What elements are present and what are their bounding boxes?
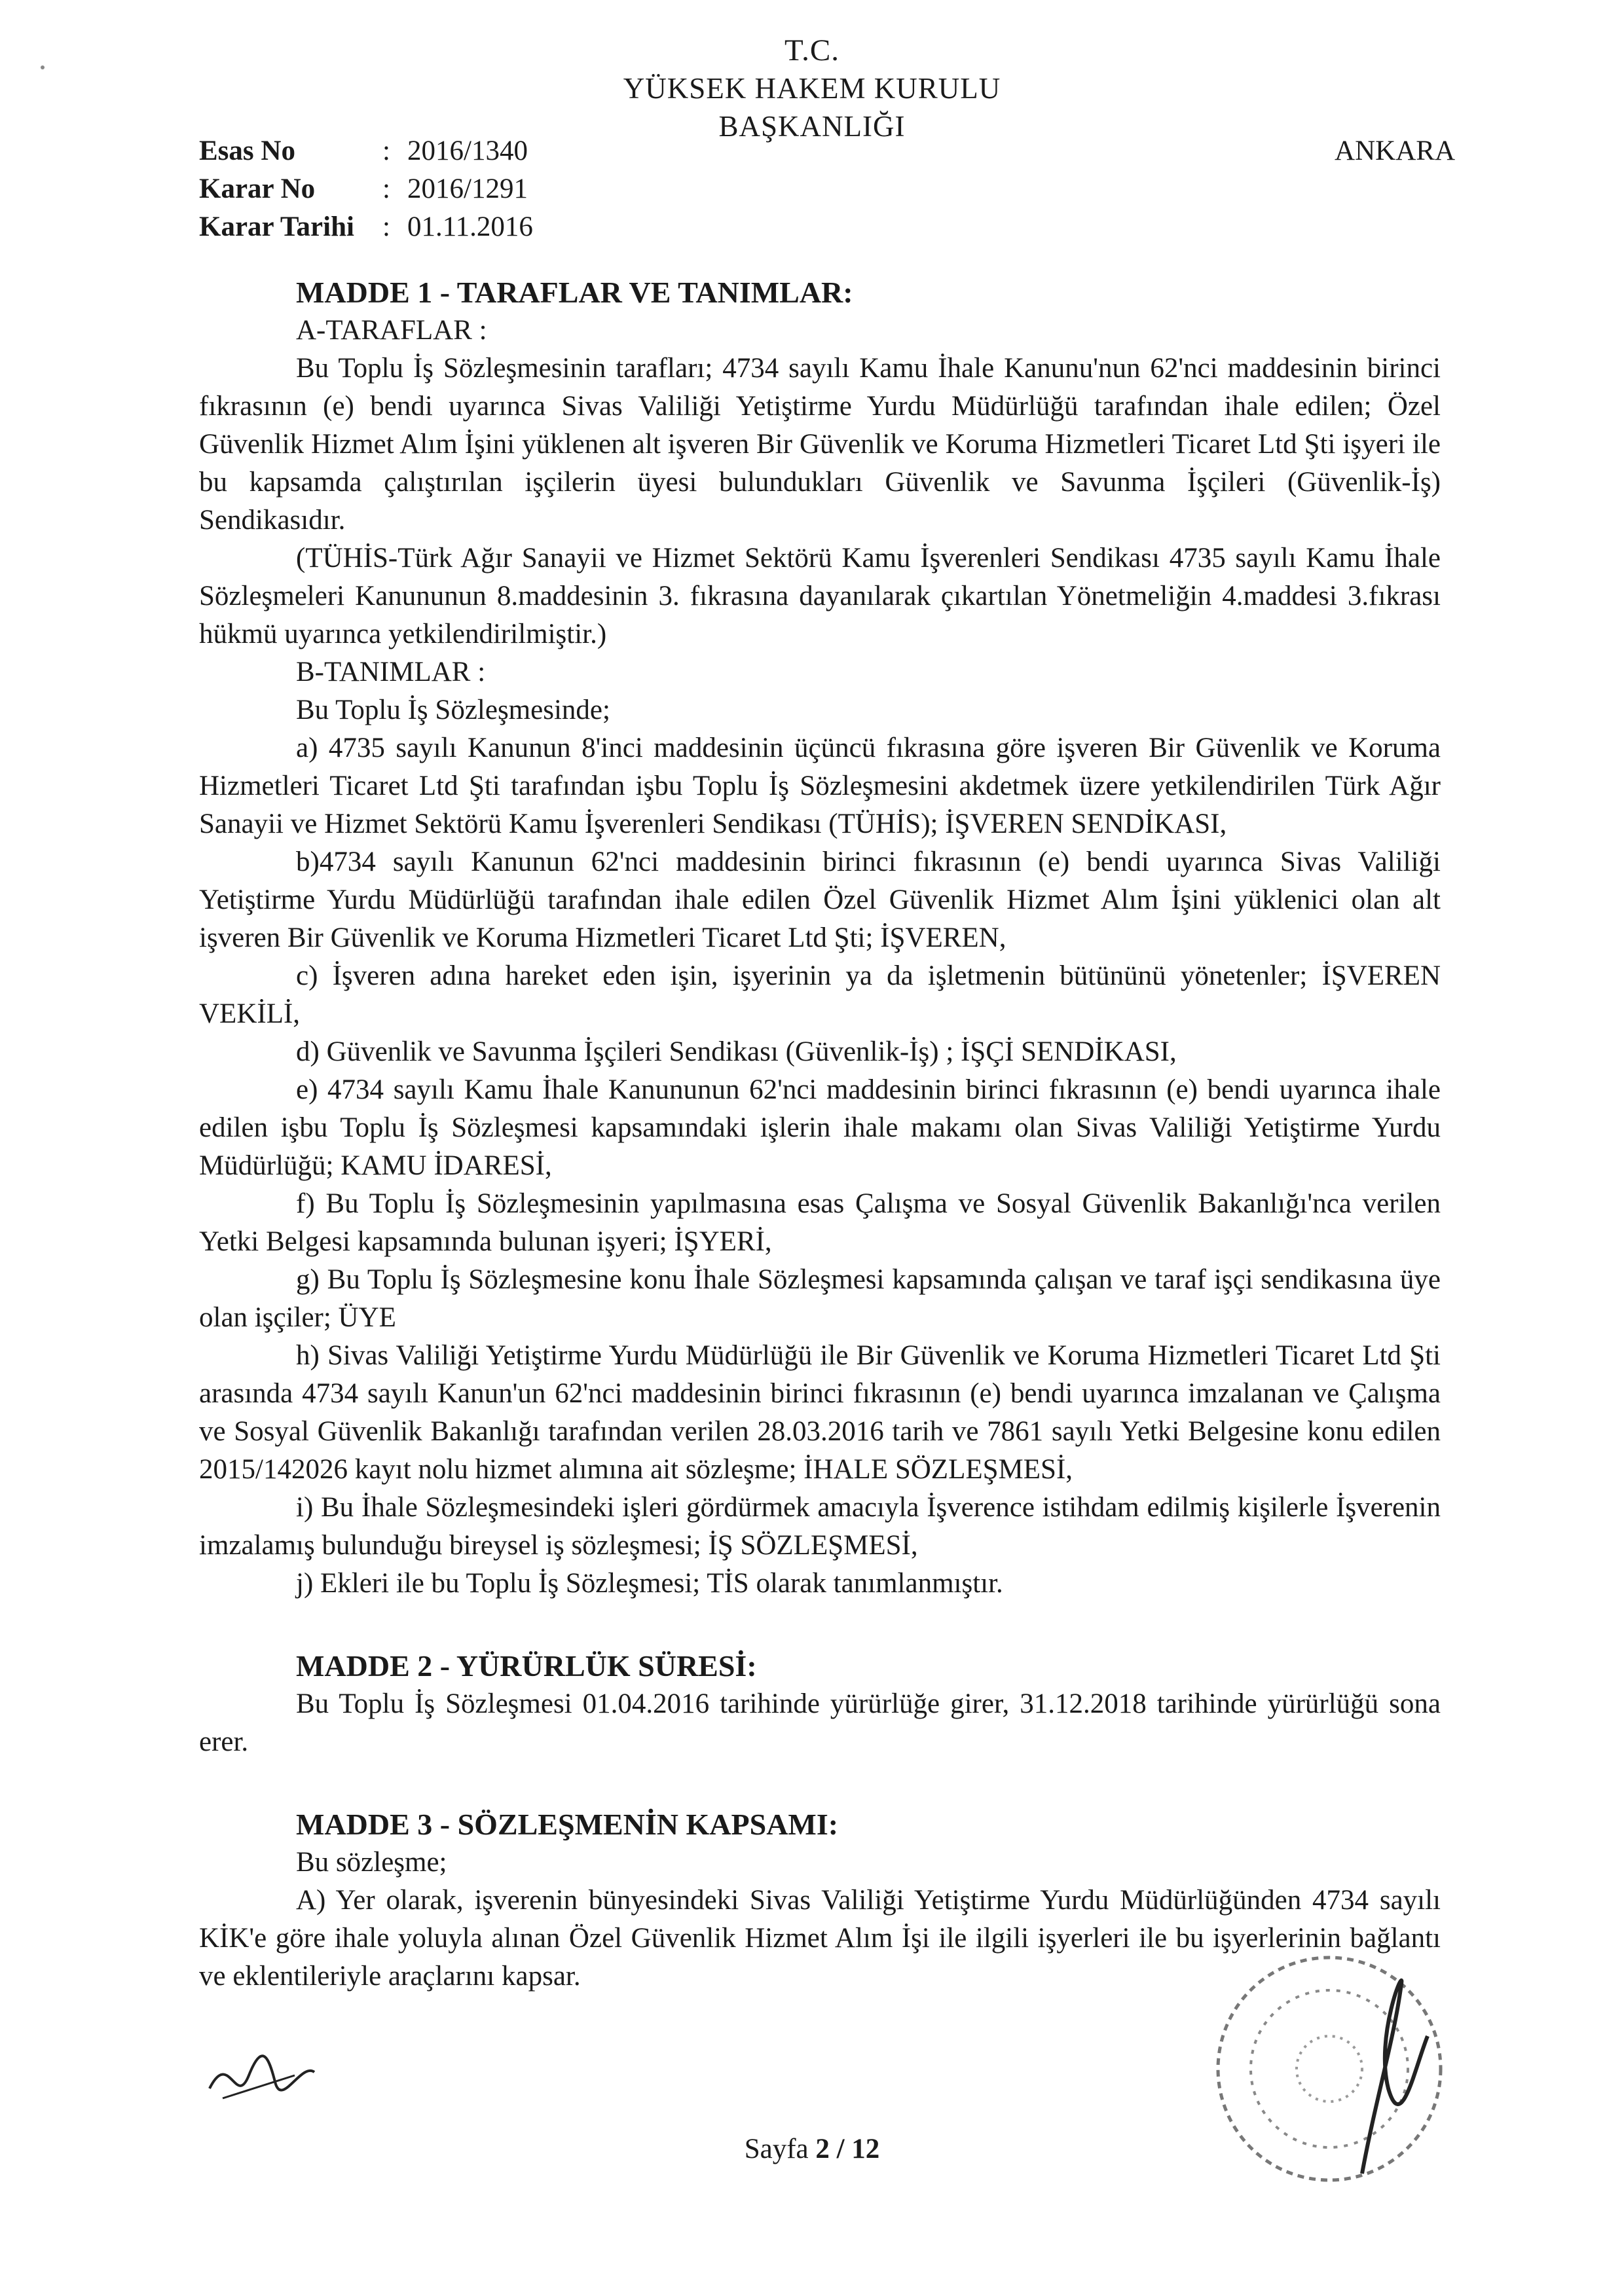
header-line-2: YÜKSEK HAKEM KURULU	[623, 72, 1001, 105]
definition-item: b)4734 sayılı Kanunun 62'nci maddesinin birinci fıkrasının (e) bendi uyarınca Sivas Valiliği Yetiştirme Yurdu Müdürlüğü tarafından ihale edilen Özel Güvenlik Hizmet Alım İşini yüklenici olan alt işveren Bir Güvenlik ve Koruma Hizmetleri Ticaret Ltd Şti; İŞVEREN,	[199, 847, 1441, 953]
definition-item: a) 4735 sayılı Kanunun 8'inci maddesinin üçüncü fıkrasına göre işveren Bir Güvenlik ve Koruma Hizmetleri Ticaret Ltd Şti tarafından işbu Toplu İş Sözleşmesini akdetmek üzere yetkilendirilen Türk Ağır Sanayii ve Hizmet Sektörü Kamu İşverenleri Sendikası (TÜHİS); İŞVEREN SENDİKASI,	[199, 733, 1441, 839]
meta-row-esas	[199, 132, 533, 170]
definition-item: d) Güvenlik ve Savunma İşçileri Sendikası (Güvenlik-İş) ; İŞÇİ SENDİKASI,	[296, 1036, 1177, 1067]
definition-item: e) 4734 sayılı Kamu İhale Kanununun 62'nci maddesinin birinci fıkrasının (e) bendi uyarınca ihale edilen işbu Toplu İş Sözleşmesi kapsamındaki işlerin ihale makamı olan Sivas Valiliği Yetiştirme Yurdu Müdürlüğü; KAMU İDARESİ,	[199, 1074, 1441, 1181]
spacer	[199, 1603, 1441, 1642]
header-line-3: BAŞKANLIĞI	[718, 110, 906, 143]
header-line-1: T.C.	[784, 33, 840, 67]
madde-3-title: MADDE 3 - SÖZLEŞMENİN KAPSAMI:	[296, 1808, 839, 1841]
meta-colon: :	[382, 211, 390, 242]
footer-prefix: Sayfa	[744, 2134, 816, 2164]
page-footer	[0, 2133, 1624, 2165]
meta-value: 01.11.2016	[407, 211, 533, 242]
meta-row-tarih	[199, 208, 533, 246]
meta-row-karar	[199, 170, 533, 208]
meta-value: 2016/1340	[407, 136, 528, 166]
paragraph: (TÜHİS-Türk Ağır Sanayii ve Hizmet Sektörü Kamu İşverenleri Sendikası 4735 sayılı Kamu İhale Sözleşmeleri Kanununun 8.maddesinin 3. fıkrasına dayanılarak çıkartılan Yönetmeliğin 4.maddesi 3.fıkrası hükmü uyarınca yetkilendirilmiştir.)	[199, 543, 1441, 649]
madde-1-title: MADDE 1 - TARAFLAR VE TANIMLAR:	[296, 276, 853, 309]
document-header	[0, 31, 1624, 145]
definition-item: h) Sivas Valiliği Yetiştirme Yurdu Müdürlüğü ile Bir Güvenlik ve Koruma Hizmetleri Ticaret Ltd Şti arasında 4734 sayılı Kanun'un 62'nci maddesinin birinci fıkrasının (e) bendi uyarınca imzalanan ve Çalışma ve Sosyal Güvenlik Bakanlığı tarafından verilen 28.03.2016 tarih ve 7861 sayılı Yetki Belgesine konu edilen 2015/142026 kayıt nolu hizmet alımına ait sözleşme; İHALE SÖZLEŞMESİ,	[199, 1340, 1441, 1485]
city-label: ANKARA	[1335, 136, 1455, 166]
definition-item: c) İşveren adına hareket eden işin, işyerinin ya da işletmenin bütününü yönetenler; İŞVEREN VEKİLİ,	[199, 960, 1441, 1029]
definition-item: j) Ekleri ile bu Toplu İş Sözleşmesi; TİS olarak tanımlanmıştır.	[296, 1568, 1003, 1599]
meta-label: Esas No	[199, 136, 295, 166]
spacer	[199, 1761, 1441, 1800]
case-meta	[199, 132, 533, 246]
paragraph: Bu Toplu İş Sözleşmesinin tarafları; 4734 sayılı Kamu İhale Kanunu'nun 62'nci maddesinin birinci fıkrasının (e) bendi uyarınca Sivas Valiliği Yetiştirme Yurdu Müdürlüğü tarafından ihale edilen; Özel Güvenlik Hizmet Alım İşini yüklenen alt işveren Bir Güvenlik ve Koruma Hizmetleri Ticaret Ltd Şti işyeri ile bu kapsamda çalıştırılan işçilerin üyesi bulundukları Güvenlik ve Savunma İşçileri (Güvenlik-İş) Sendikasıdır.	[199, 353, 1441, 536]
meta-value: 2016/1291	[407, 173, 528, 204]
handwritten-initials	[196, 2036, 327, 2115]
document-body	[199, 268, 1441, 1995]
paragraph: Bu sözleşme;	[296, 1847, 447, 1878]
meta-label: Karar No	[199, 173, 316, 204]
meta-colon: :	[382, 136, 390, 166]
definition-item: g) Bu Toplu İş Sözleşmesine konu İhale Sözleşmesi kapsamında çalışan ve taraf işçi sendikasına üye olan işçiler; ÜYE	[199, 1264, 1441, 1333]
definition-item: f) Bu Toplu İş Sözleşmesinin yapılmasına esas Çalışma ve Sosyal Güvenlik Bakanlığı'nca verilen Yetki Belgesi kapsamında bulunan işyeri; İŞYERİ,	[199, 1188, 1441, 1257]
paragraph: Bu Toplu İş Sözleşmesi 01.04.2016 tarihinde yürürlüğe girer, 31.12.2018 tarihinde yürürlüğü sona erer.	[199, 1688, 1441, 1757]
paragraph: Bu Toplu İş Sözleşmesinde;	[296, 695, 610, 725]
meta-colon: :	[382, 173, 390, 204]
section-b-title: B-TANIMLAR :	[296, 657, 486, 687]
paragraph: A) Yer olarak, işverenin bünyesindeki Sivas Valiliği Yetiştirme Yurdu Müdürlüğünden 4734 sayılı KİK'e göre ihale yoluyla alınan Özel Güvenlik Hizmet Alım İşi ile ilgili işyerleri ile bu işyerlerinin bağlantı ve eklentileriyle araçlarını kapsar.	[199, 1885, 1441, 1992]
page-number: 2 / 12	[815, 2134, 880, 2164]
madde-2-title: MADDE 2 - YÜRÜRLÜK SÜRESİ:	[296, 1649, 757, 1683]
meta-label: Karar Tarihi	[199, 211, 354, 242]
section-a-title: A-TARAFLAR :	[296, 315, 487, 346]
definition-item: i) Bu İhale Sözleşmesindeki işleri gördürmek amacıyla İşverence istihdam edilmiş kişilerle İşverenin imzalamış bulunduğu bireysel iş sözleşmesi; İŞ SÖZLEŞMESİ,	[199, 1492, 1441, 1561]
